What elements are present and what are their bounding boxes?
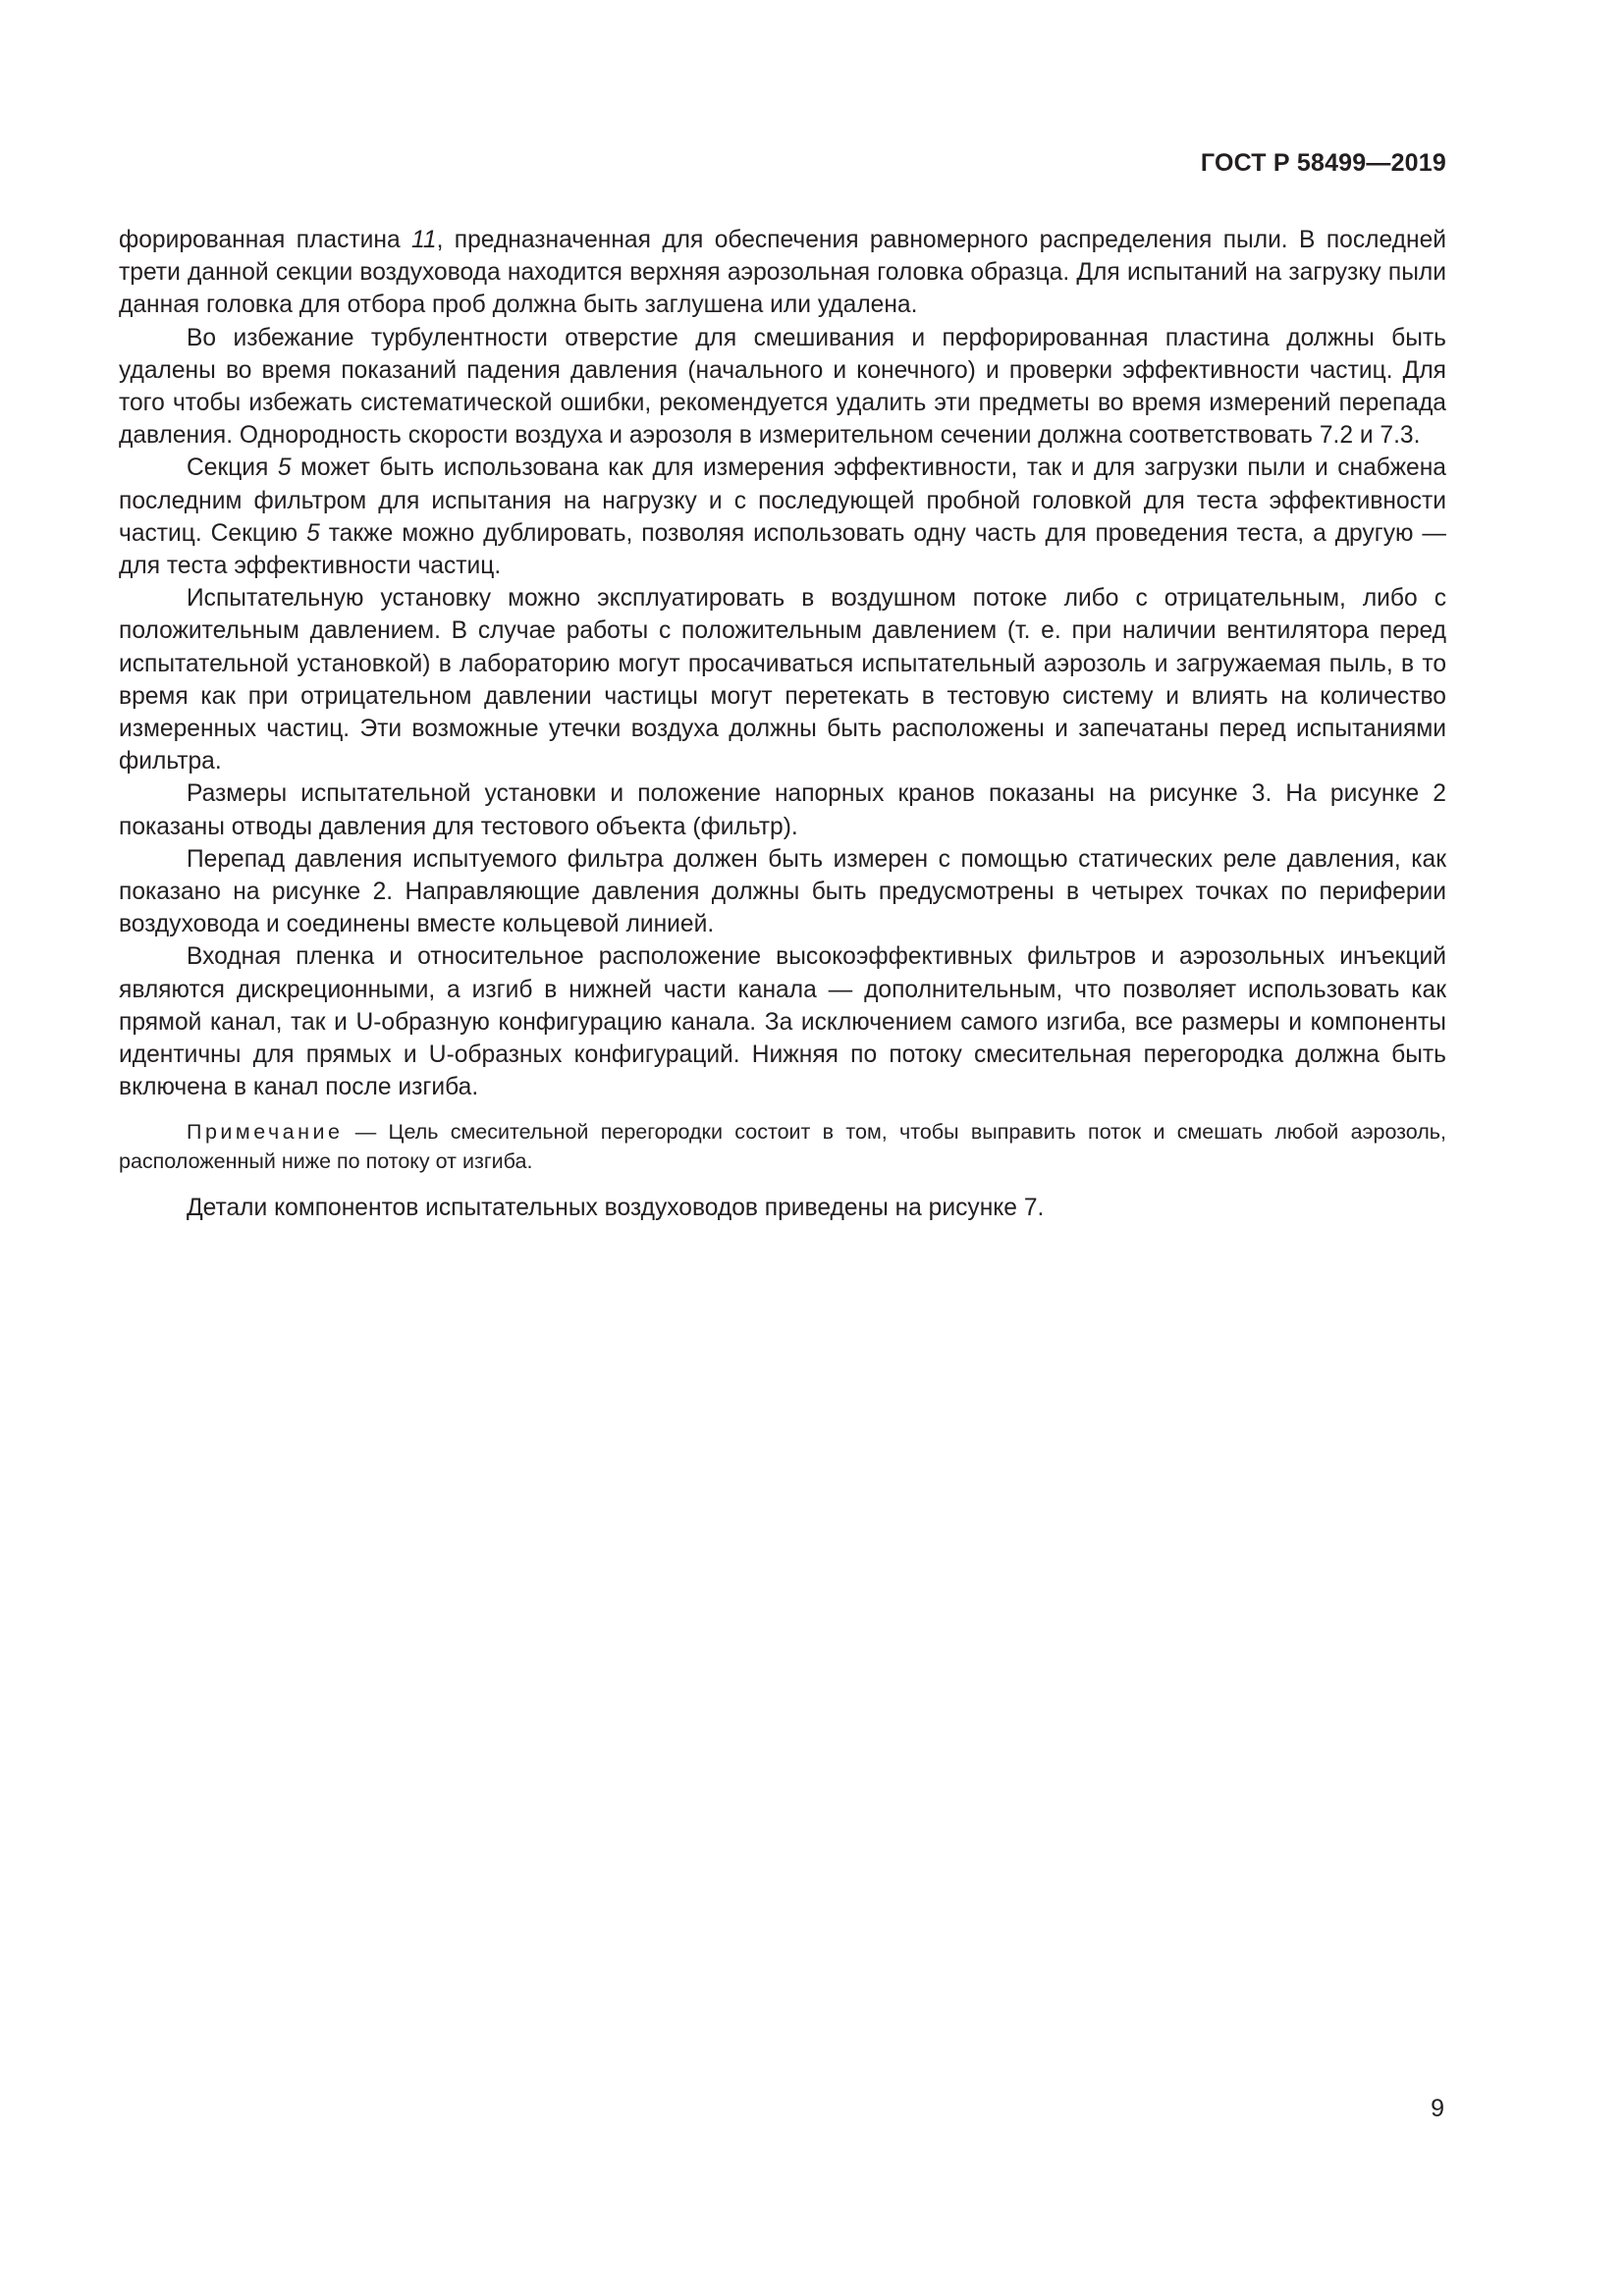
figure-position-ref: 5 bbox=[277, 454, 292, 482]
paragraph: Во избежание турбулентности отверстие для смешивания и перфорированная пластина должны быть удалены во время показаний падения давления (начального и конечного) и проверки эффективности частиц. Для того чтобы избежать систематической ошибки, рекомендуется удалить эти предметы во время измерений перепада давления. Однородность скорости воздуха и аэрозоля в измерительном сечении должна соответствовать 7.2 и 7.3. bbox=[119, 324, 1446, 450]
paragraph bbox=[119, 452, 1446, 582]
figure-position-ref: 11 bbox=[411, 227, 437, 253]
paragraph-text: также можно дублировать, позволяя использовать одну часть для проведения теста, а другую — для теста эффективности частиц. bbox=[119, 519, 1447, 580]
body-text bbox=[119, 224, 1446, 1225]
paragraph-continuation bbox=[119, 224, 1446, 322]
paragraph-text: может быть использована как для измерения эффективности, так и для загрузки пыли и снабжена последним фильтром для испытания на нагрузку и с последующей пробной головкой для теста эффективности частиц. Секцию bbox=[119, 454, 1446, 547]
paragraph-text: Секция bbox=[187, 454, 278, 482]
note-text: — Цель смесительной перегородки состоит в том, чтобы выправить поток и смешать любой аэрозоль, расположенный ниже по потоку от изгиба. bbox=[119, 1120, 1446, 1174]
paragraph: Детали компонентов испытательных воздуховодов приведены на рисунке 7. bbox=[187, 1195, 1045, 1222]
paragraph: Перепад давления испытуемого фильтра должен быть измерен с помощью статических реле давления, как показано на рисунке 2. Направляющие давления должны быть предусмотрены в четырех точках по периферии воздуховода и соединены вместе кольцевой линией. bbox=[119, 845, 1446, 938]
paragraph-text: , предназначенная для обеспечения равномерного распределения пыли. В последней трети данной секции воздуховода находится верхняя аэрозольная головка образца. Для испытаний на загрузку пыли данная головка для отбора проб должна быть заглушена или удалена. bbox=[119, 227, 1446, 319]
page-number: 9 bbox=[1431, 2095, 1444, 2122]
paragraph: Входная пленка и относительное расположение высокоэффективных фильтров и аэрозольных инъекций являются дискреционными, а изгиб в нижней части канала — дополнительным, что позволяет использовать как прямой канал, так и U-образную конфигурацию канала. За исключением самого изгиба, все размеры и компоненты идентичны для прямых и U-образных конфигураций. Нижняя по потоку смесительная перегородка должна быть включена в канал после изгиба. bbox=[119, 943, 1446, 1101]
paragraph: Размеры испытательной установки и положение напорных кранов показаны на рисунке 3. На рисунке 2 показаны отводы давления для тестового объекта (фильтр). bbox=[119, 780, 1446, 840]
document-code-header: ГОСТ Р 58499—2019 bbox=[1200, 149, 1446, 177]
paragraph: Испытательную установку можно эксплуатировать в воздушном потоке либо с отрицательным, либо с положительным давлением. В случае работы с положительным давлением (т. е. при наличии вентилятора перед испытательной установкой) в лабораторию могут просачиваться испытательный аэрозоль и загружаемая пыль, в то время как при отрицательном давлении частицы могут перетекать в тестовую систему и влиять на количество измеренных частиц. Эти возможные утечки воздуха должны быть расположены и запечатаны перед испытаниями фильтра. bbox=[119, 585, 1446, 775]
note-label: Примечание bbox=[187, 1120, 344, 1145]
paragraph-text: форированная пластина bbox=[119, 227, 412, 253]
note bbox=[119, 1117, 1446, 1176]
figure-position-ref: 5 bbox=[306, 519, 320, 547]
